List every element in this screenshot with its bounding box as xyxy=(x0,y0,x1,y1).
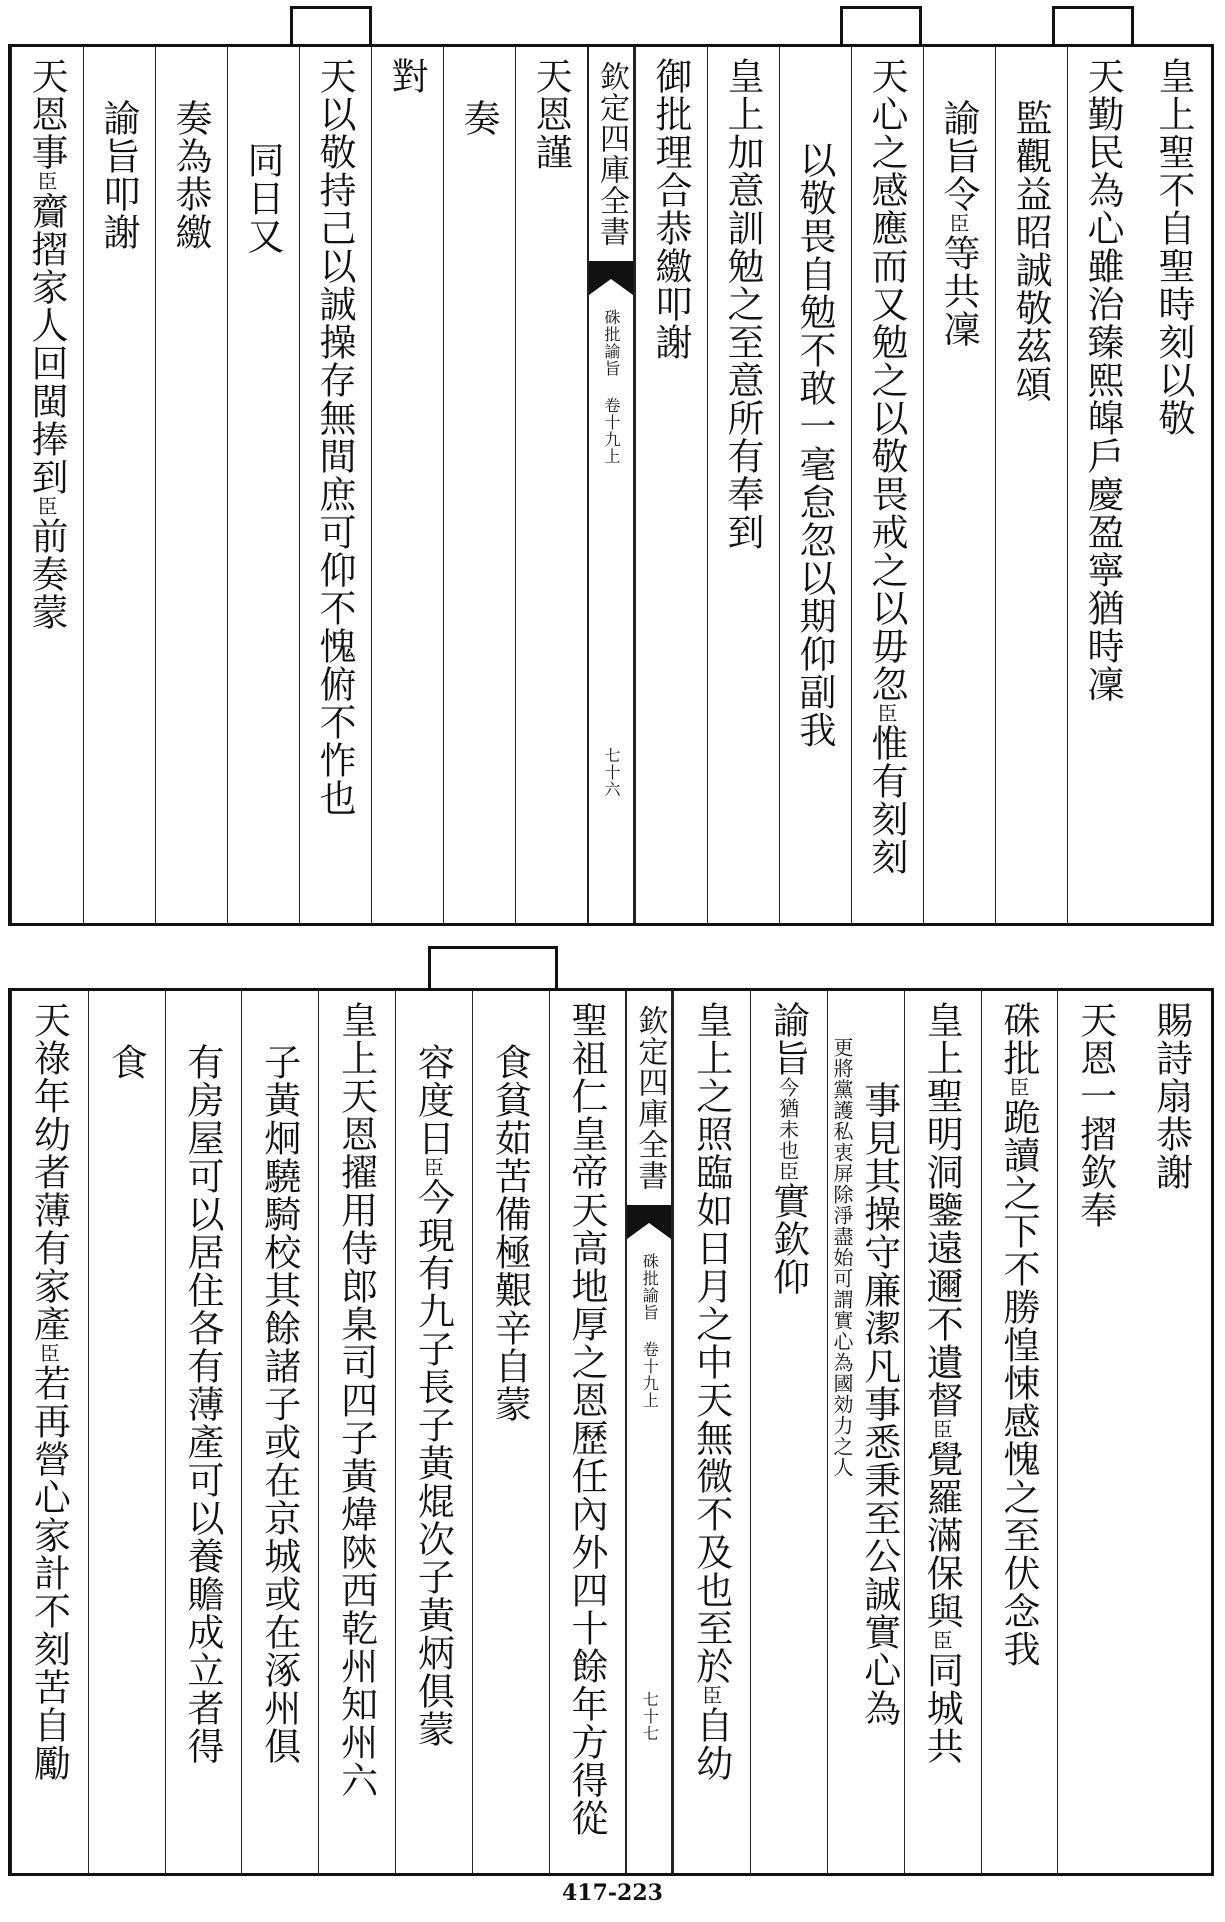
bottom-text-column xyxy=(165,991,242,1873)
column-text xyxy=(97,99,140,251)
text-run: 諭旨令 xyxy=(937,99,980,213)
column-text xyxy=(996,1001,1040,1668)
top-text-column xyxy=(227,47,299,923)
minister-self-reference: 臣 xyxy=(698,1685,723,1706)
bottom-text-column xyxy=(827,991,904,1873)
text-run: 皇上聖明洞鑒遠邇不遺督 xyxy=(920,1001,964,1419)
bottom-text-column xyxy=(472,991,549,1873)
interlinear-note: 更將黨護私衷屏除淨盡始可謂實心為國効力之人 xyxy=(830,1037,854,1478)
text-run: 自幼 xyxy=(689,1706,733,1782)
text-run: 同城共 xyxy=(920,1651,964,1765)
text-run: 以敬畏自勉不敢一毫怠忽以期仰副我 xyxy=(793,141,836,749)
text-run: 皇上天恩擢用侍郎臬司四子黃煒陝西乾州知州六 xyxy=(334,1001,378,1799)
text-run: 聖祖仁皇帝天高地厚之恩歷任內外四十餘年方得從 xyxy=(564,1001,608,1837)
bottom-text-column xyxy=(318,991,395,1873)
volume-label: 卷十九上 xyxy=(640,1341,660,1409)
text-run: 天勤民為心雖治臻熙皡戶慶盈寧猶時凜 xyxy=(1081,57,1124,703)
text-run: 諭旨叩謝 xyxy=(97,99,140,251)
text-run: 御批理合恭繳叩謝 xyxy=(649,57,692,361)
top-text-column xyxy=(11,47,83,923)
text-run: 天祿年幼者薄有家產 xyxy=(27,1001,71,1343)
text-run: 跪讀之下不勝惶悚感愧之至伏念我 xyxy=(996,1098,1040,1668)
top-text-column xyxy=(707,47,779,923)
leaf-number: 七十六 xyxy=(602,747,621,798)
top-text-column xyxy=(83,47,155,923)
text-run: 容度日 xyxy=(411,1043,455,1157)
top-text-column xyxy=(371,47,443,923)
fish-tail-mark-icon xyxy=(589,261,633,295)
text-run: 今現有九子長子黃焜次子黃炳俱蒙 xyxy=(411,1178,455,1748)
bottom-text-column xyxy=(673,991,750,1873)
bottom-text-column xyxy=(11,991,88,1873)
bottom-text-column xyxy=(395,991,472,1873)
text-run: 實欽仰 xyxy=(766,1182,810,1296)
text-run: 齎摺家人回閩捧到 xyxy=(25,192,68,496)
column-text xyxy=(457,99,500,137)
top-text-column xyxy=(299,47,371,923)
minister-self-reference: 臣 xyxy=(929,1419,954,1440)
column-text xyxy=(257,1043,301,1765)
top-center-margin xyxy=(587,47,635,923)
bottom-tab-left xyxy=(428,946,558,992)
column-text xyxy=(169,99,212,251)
column-text xyxy=(649,57,692,361)
bottom-text-column xyxy=(750,991,827,1873)
top-text-column xyxy=(635,47,707,923)
column-text xyxy=(1152,57,1195,437)
column-text xyxy=(1149,1001,1193,1191)
minister-self-reference: 臣 xyxy=(929,1630,954,1651)
book-subtitle: 硃批諭旨 xyxy=(602,309,621,377)
book-title: 欽定四庫全書 xyxy=(632,1005,668,1191)
text-run: 皇上之照臨如日月之中天無微不及也至於 xyxy=(689,1001,733,1685)
column-text xyxy=(1009,99,1052,403)
text-run: 賜詩扇恭謝 xyxy=(1149,1001,1193,1191)
text-run: 若再營心家計不刻苦自勵 xyxy=(27,1364,71,1782)
text-run: 硃批 xyxy=(996,1001,1040,1077)
minister-self-reference: 臣 xyxy=(36,1343,61,1364)
column-text xyxy=(721,57,764,551)
text-run: 子黃炯驍騎校其餘諸子或在京城或在涿州俱 xyxy=(257,1043,301,1765)
minister-self-reference: 臣 xyxy=(1005,1077,1030,1098)
top-page-panel xyxy=(8,44,1214,926)
top-text-column xyxy=(515,47,587,923)
column-text xyxy=(241,141,284,255)
column-text xyxy=(313,57,356,817)
top-text-column xyxy=(779,47,851,923)
book-subtitle: 硃批諭旨 xyxy=(640,1253,660,1321)
text-run: 監觀益昭誠敬茲頌 xyxy=(1009,99,1052,403)
text-run: 奏 xyxy=(457,99,500,137)
column-text xyxy=(488,1043,532,1423)
top-text-column xyxy=(851,47,923,923)
leaf-number: 七十七 xyxy=(640,1691,660,1742)
column-text xyxy=(865,57,908,876)
interlinear-note: 今猶未也 xyxy=(775,1077,800,1161)
column-text xyxy=(937,99,980,348)
bottom-text-column xyxy=(981,991,1058,1873)
bottom-page-panel xyxy=(8,988,1214,1876)
text-run: 對 xyxy=(385,57,428,95)
minister-self-reference: 臣 xyxy=(420,1157,445,1178)
column-text xyxy=(25,57,68,631)
book-title: 欽定四庫全書 xyxy=(594,61,629,247)
column-text xyxy=(385,57,428,95)
text-run: 有房屋可以居住各有薄產可以養贍成立者得 xyxy=(180,1043,224,1765)
top-text-column xyxy=(995,47,1067,923)
column-text xyxy=(334,1001,378,1799)
bottom-text-column xyxy=(549,991,626,1873)
bottom-text-column xyxy=(88,991,165,1873)
text-run: 等共凜 xyxy=(937,234,980,348)
bottom-text-column xyxy=(241,991,318,1873)
text-run: 天恩謹 xyxy=(529,57,572,171)
minister-self-reference: 臣 xyxy=(34,496,58,517)
top-text-column xyxy=(1139,47,1211,923)
fish-tail-mark-icon xyxy=(627,1205,671,1239)
column-text xyxy=(104,1043,148,1081)
text-run: 天恩一摺欽奉 xyxy=(1073,1001,1117,1229)
column-text xyxy=(689,1001,733,1782)
minister-self-reference: 臣 xyxy=(874,703,898,724)
minister-self-reference: 臣 xyxy=(34,171,58,192)
column-text xyxy=(1073,1001,1117,1229)
minister-self-reference: 臣 xyxy=(946,213,970,234)
page-number-footer: 417-223 xyxy=(562,1880,663,1906)
volume-label: 卷十九上 xyxy=(602,397,621,465)
text-run: 諭旨 xyxy=(766,1001,810,1077)
column-text xyxy=(920,1001,964,1765)
column-text xyxy=(180,1043,224,1765)
column-text xyxy=(529,57,572,171)
text-run: 食 xyxy=(104,1043,148,1081)
column-text xyxy=(766,1001,810,1296)
text-run: 天心之感應而又勉之以敬畏戒之以毋忽 xyxy=(865,57,908,703)
bottom-text-column xyxy=(1134,991,1211,1873)
text-run: 惟有刻刻 xyxy=(865,724,908,876)
top-text-column xyxy=(923,47,995,923)
top-text-column xyxy=(155,47,227,923)
text-run: 覺羅滿保與 xyxy=(920,1440,964,1630)
text-run: 前奏蒙 xyxy=(25,517,68,631)
top-text-column xyxy=(1067,47,1139,923)
minister-self-reference: 臣 xyxy=(775,1161,800,1182)
text-run: 皇上聖不自聖時刻以敬 xyxy=(1152,57,1195,437)
column-text xyxy=(793,141,836,749)
text-run: 食貧茹苦備極艱辛自蒙 xyxy=(488,1043,532,1423)
text-run: 皇上加意訓勉之至意所有奉到 xyxy=(721,57,764,551)
bottom-text-column xyxy=(904,991,981,1873)
column-text xyxy=(411,1043,455,1748)
text-run: 天以敬持己以誠操存無間庶可仰不愧俯不怍也 xyxy=(313,57,356,817)
bottom-text-column xyxy=(1057,991,1134,1873)
column-text xyxy=(564,1001,608,1837)
text-run: 天恩事 xyxy=(25,57,68,171)
top-text-column xyxy=(443,47,515,923)
text-run: 同日又 xyxy=(241,141,284,255)
text-run: 奏為恭繳 xyxy=(169,99,212,251)
column-text xyxy=(27,1001,71,1782)
column-text xyxy=(1081,57,1124,703)
column-text: 事見其操守廉潔凡事悉秉至公誠實心為 xyxy=(857,1081,901,1727)
bottom-center-margin xyxy=(625,991,673,1873)
